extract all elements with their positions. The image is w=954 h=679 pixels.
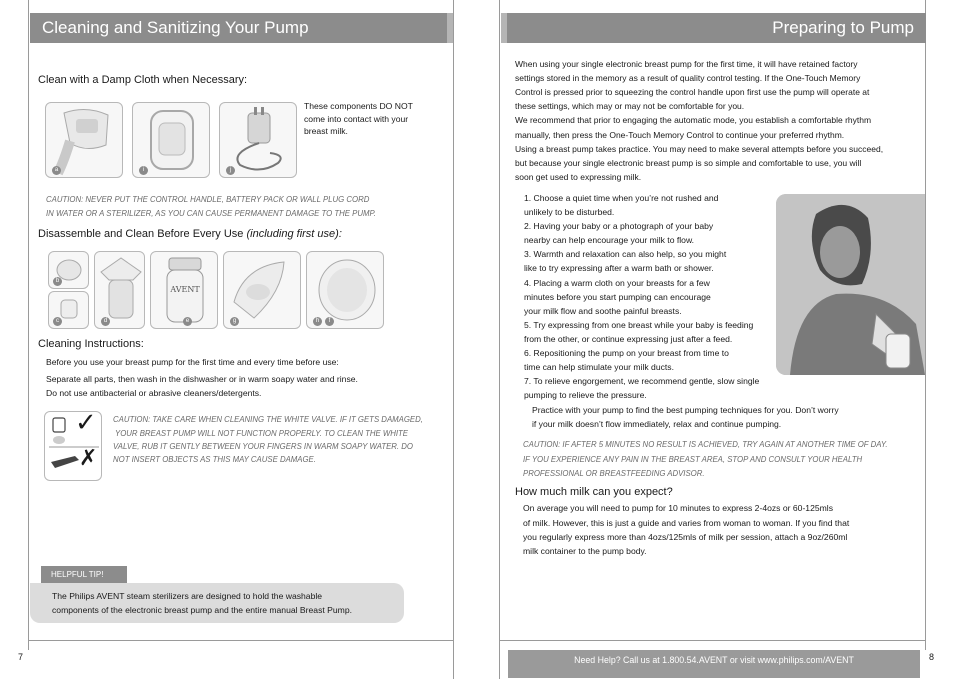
instructions-line1: Before you use your breast pump for the first time and every time before use: <box>46 357 339 367</box>
caution-valve-line1: CAUTION: TAKE CARE WHEN CLEANING THE WHITE VALVE. IF IT GETS DAMAGED, <box>113 415 423 424</box>
section-disassemble-title <box>38 228 342 240</box>
label-c: c <box>53 317 62 326</box>
step-4 <box>519 276 779 318</box>
step-7 <box>519 374 779 402</box>
step-2-line1: 2. Having your baby or a photograph of your baby <box>524 221 714 232</box>
caution-valve-line2: YOUR BREAST PUMP WILL NOT FUNCTION PROPERLY. TO CLEAN THE WHITE <box>115 429 409 438</box>
intro-line1: When using your single electronic breast pump for the first time, it will have retained factory <box>515 59 858 69</box>
page-number-right: 8 <box>929 652 935 662</box>
step-1-line1: 1. Choose a quiet time when you’re not rushed and <box>524 193 719 203</box>
helpful-tip-box <box>30 583 404 623</box>
right-page-bottom-rule <box>499 640 925 641</box>
label-e: e <box>183 317 192 326</box>
step-2-line2: nearby can help encourage your milk to flow. <box>524 235 695 246</box>
page-number-left: 7 <box>18 652 24 662</box>
section-cleaning-instructions-title: Cleaning Instructions: <box>38 338 144 350</box>
caution-control-handle-line1: CAUTION: NEVER PUT THE CONTROL HANDLE, BATTERY PACK OR WALL PLUG CORD <box>46 195 370 204</box>
tip-line2: components of the electronic breast pump and the entire manual Breast Pump. <box>52 605 352 615</box>
step-7-line1: 7. To relieve engorgement, we recommend gentle, slow single <box>524 376 760 387</box>
step-6-line1: 6. Repositioning the pump on your breast from time to <box>524 348 729 359</box>
caution-valve-line3: VALVE, RUB IT GENTLY BETWEEN YOUR FINGERS IN WARM SOAPY WATER. DO <box>113 442 413 451</box>
help-footer: Need Help? Call us at 1.800.54.AVENT or visit www.philips.com/AVENT <box>508 650 920 678</box>
intro-line9: soon get used to expressing milk. <box>515 172 642 182</box>
left-page-spine-border <box>453 0 454 679</box>
right-page <box>477 0 954 679</box>
step-3 <box>519 247 779 275</box>
instructions-line3: Do not use antibacterial or abrasive cleaners/detergents. <box>46 388 262 398</box>
step-2 <box>519 219 779 247</box>
practice-line2: if your milk doesn’t flow immediately, relax and continue pumping. <box>532 419 782 429</box>
step-6 <box>519 346 779 374</box>
label-g: g <box>230 317 239 326</box>
label-b: b <box>53 277 62 286</box>
breast-cushion-image <box>223 251 301 329</box>
diaphragm-image <box>48 291 89 329</box>
header-accent-left <box>447 13 453 43</box>
helpful-tip-label: HELPFUL TIP! <box>41 566 127 583</box>
valve-image <box>48 251 89 289</box>
cross-icon: ✗ <box>79 446 98 471</box>
label-d: d <box>101 317 110 326</box>
wall-plug-image <box>219 102 297 178</box>
label-i: i <box>139 166 148 175</box>
milk-line1: On average you will need to pump for 10 minutes to express 2-4ozs or 60-125mls <box>523 503 834 513</box>
milk-container-image <box>150 251 218 329</box>
left-page-bottom-rule <box>28 640 453 641</box>
section-disassemble-title-italic: (including first use): <box>246 228 342 240</box>
caution-control-handle-line2: IN WATER OR A STERILIZER, AS YOU CAN CAUSE PERMANENT DAMAGE TO THE PUMP. <box>46 209 376 218</box>
page-title-right: Preparing to Pump <box>507 13 926 43</box>
pump-body-image <box>94 251 145 329</box>
step-3-line1: 3. Warmth and relaxation can also help, so you might <box>524 249 727 260</box>
step-3-line2: like to try expressing after a warm bath or shower. <box>524 263 714 274</box>
caution-pumping-line2: IF YOU EXPERIENCE ANY PAIN IN THE BREAST AREA, STOP AND CONSULT YOUR HEALTH <box>523 455 863 464</box>
left-page-inner-border <box>28 0 29 650</box>
milk-expectation-title: How much milk can you expect? <box>515 486 673 498</box>
step-7-line2: pumping to relieve the pressure. <box>524 390 647 401</box>
page-title-left: Cleaning and Sanitizing Your Pump <box>30 13 453 43</box>
label-h: h <box>313 317 322 326</box>
valve-cleaning-diagram <box>44 408 102 481</box>
step-4-line2: minutes before you start pumping can encourage <box>524 291 711 302</box>
milk-line3: you regularly express more than 4ozs/125mls of milk per session, attach a 9oz/260ml <box>523 532 848 542</box>
lid-image <box>306 251 384 329</box>
section-disassemble-title-main: Disassemble and Clean Before Every Use <box>38 228 244 240</box>
step-4-line1: 4. Placing a warm cloth on your breasts for a few <box>524 277 710 288</box>
intro-line4: these settings, which may or may not be comfortable for you. <box>515 101 745 111</box>
caution-valve-line4: NOT INSERT OBJECTS AS THIS MAY CAUSE DAMAGE. <box>113 455 316 464</box>
battery-pack-image <box>132 102 210 178</box>
instructions-line2: Separate all parts, then wash in the dishwasher or in warm soapy water and rinse. <box>46 374 358 384</box>
right-page-spine-border <box>499 0 500 679</box>
step-6-line2: time can help stimulate your milk ducts. <box>524 362 674 373</box>
intro-line5: We recommend that prior to engaging the automatic mode, you establish a comfortable rhythm <box>515 115 872 125</box>
intro-line7: Using a breast pump takes practice. You may need to make several attempts before you succeed, <box>515 144 884 154</box>
step-5-line2: from the other, or continue expressing just after a feed. <box>524 333 733 344</box>
preparation-steps-list <box>519 191 779 402</box>
intro-line6: manually, then press the One-Touch Memory Control to continue your preferred rhythm. <box>515 130 845 140</box>
caution-pumping-line1: CAUTION: IF AFTER 5 MINUTES NO RESULT IS ACHIEVED, TRY AGAIN AT ANOTHER TIME OF DAY. <box>523 440 888 449</box>
right-page-outer-border <box>925 0 926 650</box>
components-note: These components DO NOT come into contact with your breast milk. <box>304 101 413 136</box>
bottle-brand: AVENT <box>170 285 200 294</box>
caution-pumping-line3: PROFESSIONAL OR BREASTFEEDING ADVISOR. <box>523 469 705 478</box>
section-damp-cloth-title: Clean with a Damp Cloth when Necessary: <box>38 74 248 86</box>
label-f: f <box>325 317 334 326</box>
milk-line4: milk container to the pump body. <box>523 546 647 556</box>
label-j: j <box>226 166 235 175</box>
tip-line1: The Philips AVENT steam sterilizers are designed to hold the washable <box>52 591 323 601</box>
control-handle-image <box>45 102 123 178</box>
step-1-line2: unlikely to be disturbed. <box>524 207 615 218</box>
intro-line2: settings stored in the memory as a result of quality control testing. If the One-Touch Memory <box>515 73 861 83</box>
intro-line8: but because your single electronic breast pump is so simple and comfortable to use, you will <box>515 158 862 168</box>
step-4-line3: your milk flow and soothe painful breasts. <box>524 305 682 316</box>
checkmark-icon: ✓ <box>75 408 97 438</box>
milk-line2: of milk. However, this is just a guide and varies from woman to woman. If you find that <box>523 518 850 528</box>
label-a: a <box>52 166 61 175</box>
practice-line1: Practice with your pump to find the best pumping techniques for you. Don’t worry <box>532 405 839 415</box>
step-5 <box>519 318 779 346</box>
step-5-line1: 5. Try expressing from one breast while your baby is feeding <box>524 319 754 330</box>
step-1 <box>519 191 779 219</box>
intro-line3: Control is pressed prior to squeezing the control handle upon first use the pump will operate at <box>515 87 870 97</box>
woman-pumping-photo <box>776 194 925 375</box>
